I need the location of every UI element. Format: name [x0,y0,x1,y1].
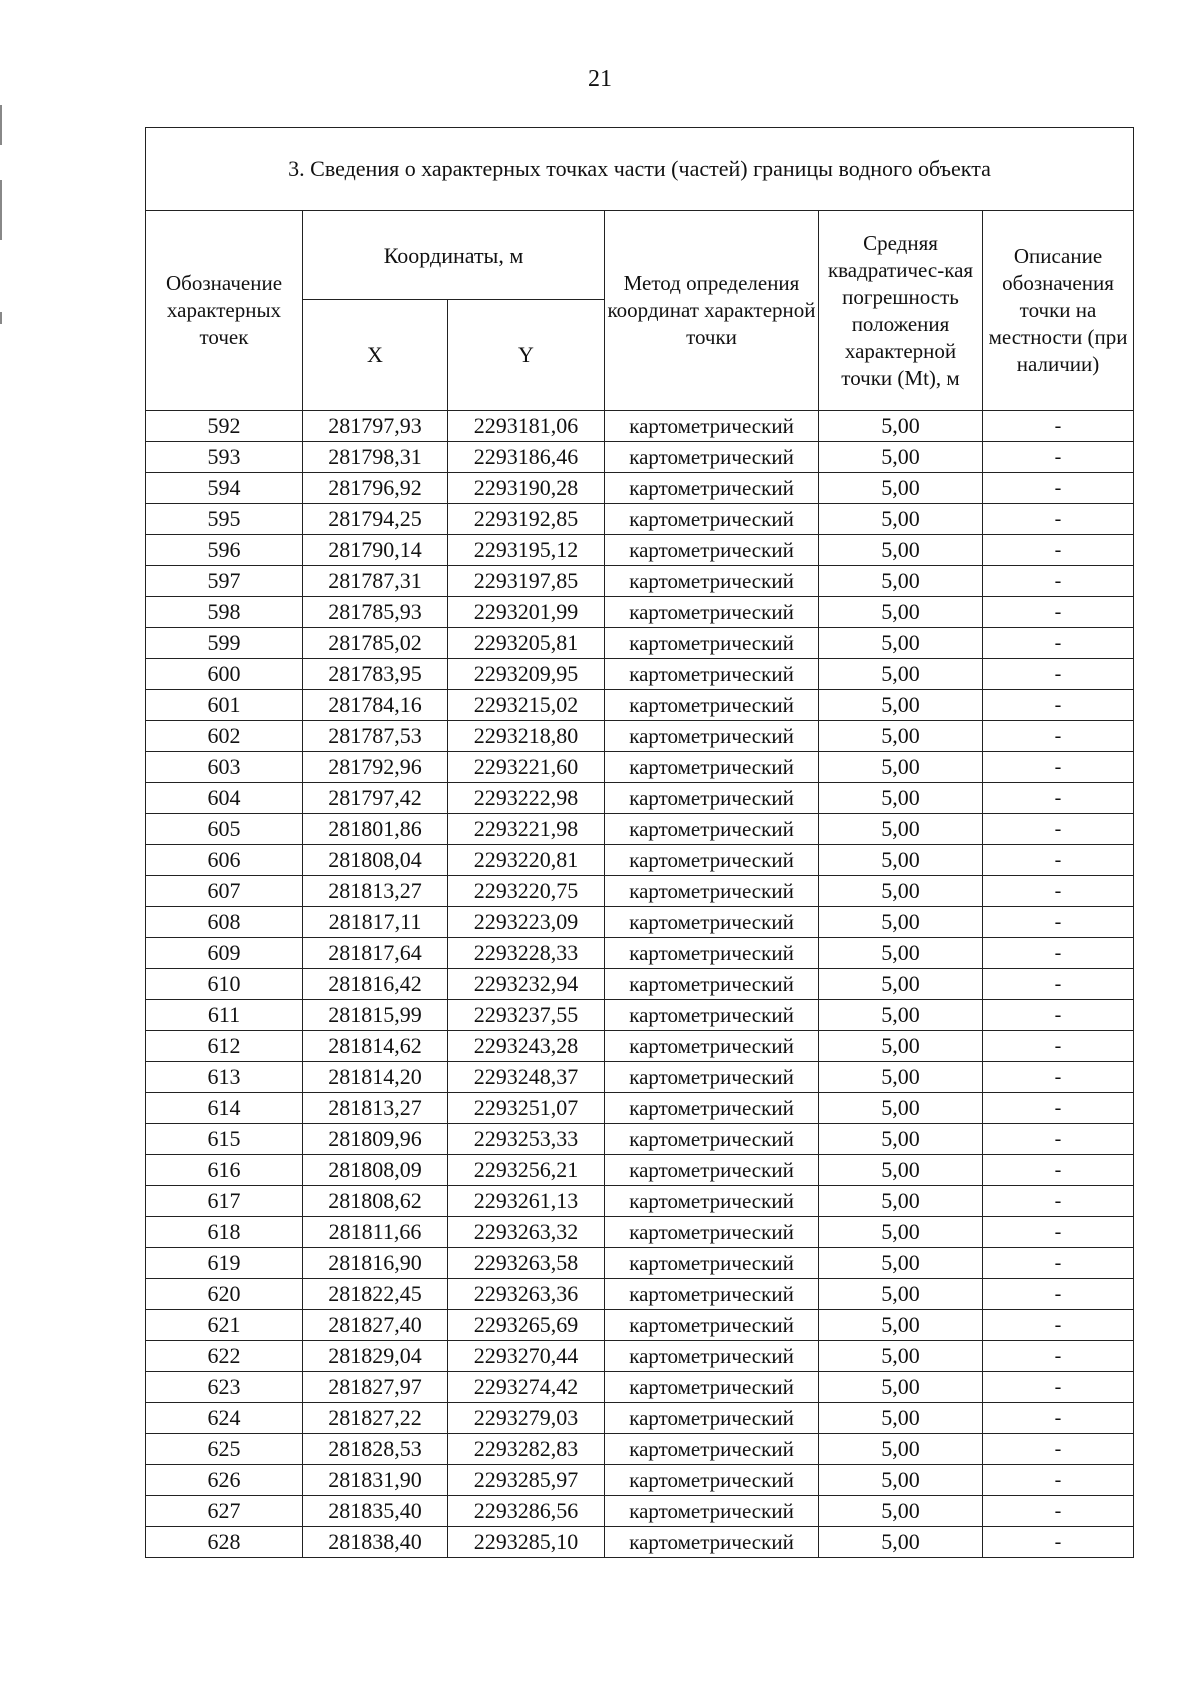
point-id-cell: 628 [146,1527,303,1558]
y-coordinate-cell: 2293220,81 [448,845,605,876]
table-row [146,876,1134,907]
table-row [146,907,1134,938]
y-coordinate-cell: 2293195,12 [448,535,605,566]
y-coordinate-cell: 2293270,44 [448,1341,605,1372]
table-row [146,845,1134,876]
point-id-cell: 608 [146,907,303,938]
description-cell: - [983,1062,1134,1093]
table-row [146,473,1134,504]
y-coordinate-cell: 2293223,09 [448,907,605,938]
x-coordinate-cell: 281808,04 [303,845,448,876]
point-id-cell: 605 [146,814,303,845]
x-coordinate-cell: 281835,40 [303,1496,448,1527]
method-cell: картометрический [605,752,819,783]
x-coordinate-cell: 281792,96 [303,752,448,783]
table-row [146,1093,1134,1124]
method-cell: картометрический [605,907,819,938]
accuracy-cell: 5,00 [819,411,983,442]
accuracy-cell: 5,00 [819,442,983,473]
point-id-cell: 616 [146,1155,303,1186]
description-cell: - [983,1341,1134,1372]
description-cell: - [983,845,1134,876]
table-row [146,1248,1134,1279]
accuracy-cell: 5,00 [819,1279,983,1310]
method-cell: картометрический [605,1093,819,1124]
description-cell: - [983,876,1134,907]
table-row [146,1403,1134,1434]
point-id-cell: 596 [146,535,303,566]
x-coordinate-cell: 281838,40 [303,1527,448,1558]
accuracy-cell: 5,00 [819,814,983,845]
table-row [146,1031,1134,1062]
accuracy-cell: 5,00 [819,1124,983,1155]
accuracy-cell: 5,00 [819,1093,983,1124]
x-coordinate-cell: 281785,02 [303,628,448,659]
method-cell: картометрический [605,938,819,969]
y-coordinate-cell: 2293220,75 [448,876,605,907]
method-cell: картометрический [605,1465,819,1496]
description-cell: - [983,1434,1134,1465]
point-id-cell: 614 [146,1093,303,1124]
y-coordinate-cell: 2293221,60 [448,752,605,783]
accuracy-cell: 5,00 [819,907,983,938]
scan-edge-mark-top [0,105,2,145]
y-coordinate-cell: 2293265,69 [448,1310,605,1341]
x-coordinate-cell: 281817,64 [303,938,448,969]
accuracy-cell: 5,00 [819,1248,983,1279]
point-id-cell: 612 [146,1031,303,1062]
page-number: 21 [588,66,612,92]
y-coordinate-cell: 2293209,95 [448,659,605,690]
accuracy-cell: 5,00 [819,1372,983,1403]
y-coordinate-cell: 2293228,33 [448,938,605,969]
method-cell: картометрический [605,783,819,814]
x-coordinate-cell: 281801,86 [303,814,448,845]
table-row [146,1155,1134,1186]
header-designation: Обозначение характерных точек [146,211,303,411]
method-cell: картометрический [605,814,819,845]
table-row [146,628,1134,659]
method-cell: картометрический [605,876,819,907]
table-row [146,1341,1134,1372]
description-cell: - [983,1031,1134,1062]
method-cell: картометрический [605,1124,819,1155]
x-coordinate-cell: 281787,31 [303,566,448,597]
method-cell: картометрический [605,1403,819,1434]
method-cell: картометрический [605,1248,819,1279]
method-cell: картометрический [605,1434,819,1465]
description-cell: - [983,721,1134,752]
point-id-cell: 592 [146,411,303,442]
method-cell: картометрический [605,1372,819,1403]
point-id-cell: 603 [146,752,303,783]
table-row [146,1310,1134,1341]
accuracy-cell: 5,00 [819,1465,983,1496]
point-id-cell: 613 [146,1062,303,1093]
point-id-cell: 599 [146,628,303,659]
x-coordinate-cell: 281785,93 [303,597,448,628]
x-coordinate-cell: 281798,31 [303,442,448,473]
method-cell: картометрический [605,845,819,876]
accuracy-cell: 5,00 [819,1341,983,1372]
point-id-cell: 602 [146,721,303,752]
description-cell: - [983,1372,1134,1403]
accuracy-cell: 5,00 [819,504,983,535]
method-cell: картометрический [605,690,819,721]
description-cell: - [983,1496,1134,1527]
y-coordinate-cell: 2293221,98 [448,814,605,845]
header-coordinates: Координаты, м [303,211,605,300]
table-row [146,938,1134,969]
point-id-cell: 626 [146,1465,303,1496]
accuracy-cell: 5,00 [819,1434,983,1465]
method-cell: картометрический [605,1186,819,1217]
point-id-cell: 625 [146,1434,303,1465]
accuracy-cell: 5,00 [819,566,983,597]
accuracy-cell: 5,00 [819,1031,983,1062]
x-coordinate-cell: 281827,40 [303,1310,448,1341]
table-row [146,504,1134,535]
x-coordinate-cell: 281822,45 [303,1279,448,1310]
table-row [146,783,1134,814]
point-id-cell: 606 [146,845,303,876]
x-coordinate-cell: 281829,04 [303,1341,448,1372]
point-id-cell: 598 [146,597,303,628]
accuracy-cell: 5,00 [819,1062,983,1093]
accuracy-cell: 5,00 [819,1527,983,1558]
table-row [146,752,1134,783]
method-cell: картометрический [605,1279,819,1310]
accuracy-cell: 5,00 [819,1186,983,1217]
x-coordinate-cell: 281831,90 [303,1465,448,1496]
description-cell: - [983,1527,1134,1558]
y-coordinate-cell: 2293197,85 [448,566,605,597]
header-method: Метод определения координат характерной точки [605,211,819,411]
accuracy-cell: 5,00 [819,1310,983,1341]
header-description: Описание обозначения точки на местности (при наличии) [983,211,1134,411]
table-row [146,1527,1134,1558]
accuracy-cell: 5,00 [819,473,983,504]
table-row [146,1062,1134,1093]
description-cell: - [983,566,1134,597]
y-coordinate-cell: 2293192,85 [448,504,605,535]
scan-edge-mark-low [0,312,2,324]
description-cell: - [983,1186,1134,1217]
method-cell: картометрический [605,1062,819,1093]
y-coordinate-cell: 2293181,06 [448,411,605,442]
description-cell: - [983,1124,1134,1155]
method-cell: картометрический [605,1000,819,1031]
x-coordinate-cell: 281827,97 [303,1372,448,1403]
y-coordinate-cell: 2293251,07 [448,1093,605,1124]
accuracy-cell: 5,00 [819,659,983,690]
point-id-cell: 607 [146,876,303,907]
y-coordinate-cell: 2293285,97 [448,1465,605,1496]
method-cell: картометрический [605,1217,819,1248]
accuracy-cell: 5,00 [819,597,983,628]
x-coordinate-cell: 281809,96 [303,1124,448,1155]
x-coordinate-cell: 281787,53 [303,721,448,752]
table-row [146,566,1134,597]
accuracy-cell: 5,00 [819,969,983,1000]
table-row [146,442,1134,473]
table-row [146,1000,1134,1031]
point-id-cell: 619 [146,1248,303,1279]
point-id-cell: 610 [146,969,303,1000]
description-cell: - [983,907,1134,938]
method-cell: картометрический [605,566,819,597]
accuracy-cell: 5,00 [819,1403,983,1434]
point-id-cell: 622 [146,1341,303,1372]
x-coordinate-cell: 281796,92 [303,473,448,504]
method-cell: картометрический [605,721,819,752]
y-coordinate-cell: 2293282,83 [448,1434,605,1465]
y-coordinate-cell: 2293263,58 [448,1248,605,1279]
description-cell: - [983,752,1134,783]
accuracy-cell: 5,00 [819,876,983,907]
description-cell: - [983,442,1134,473]
description-cell: - [983,1279,1134,1310]
accuracy-cell: 5,00 [819,783,983,814]
x-coordinate-cell: 281813,27 [303,876,448,907]
x-coordinate-cell: 281808,09 [303,1155,448,1186]
y-coordinate-cell: 2293256,21 [448,1155,605,1186]
table-row [146,1124,1134,1155]
method-cell: картометрический [605,473,819,504]
point-id-cell: 624 [146,1403,303,1434]
header-y: Y [448,300,605,411]
accuracy-cell: 5,00 [819,845,983,876]
x-coordinate-cell: 281814,20 [303,1062,448,1093]
point-id-cell: 620 [146,1279,303,1310]
description-cell: - [983,1403,1134,1434]
x-coordinate-cell: 281808,62 [303,1186,448,1217]
y-coordinate-cell: 2293232,94 [448,969,605,1000]
description-cell: - [983,1155,1134,1186]
method-cell: картометрический [605,1496,819,1527]
y-coordinate-cell: 2293222,98 [448,783,605,814]
table-row [146,721,1134,752]
y-coordinate-cell: 2293205,81 [448,628,605,659]
x-coordinate-cell: 281827,22 [303,1403,448,1434]
accuracy-cell: 5,00 [819,1155,983,1186]
method-cell: картометрический [605,1310,819,1341]
description-cell: - [983,814,1134,845]
x-coordinate-cell: 281783,95 [303,659,448,690]
accuracy-cell: 5,00 [819,628,983,659]
description-cell: - [983,1093,1134,1124]
x-coordinate-cell: 281828,53 [303,1434,448,1465]
table-row [146,1434,1134,1465]
description-cell: - [983,1465,1134,1496]
method-cell: картометрический [605,1527,819,1558]
section-title: 3. Сведения о характерных точках части (частей) границы водного объекта [146,128,1134,211]
method-cell: картометрический [605,535,819,566]
point-id-cell: 623 [146,1372,303,1403]
x-coordinate-cell: 281790,14 [303,535,448,566]
accuracy-cell: 5,00 [819,938,983,969]
description-cell: - [983,411,1134,442]
accuracy-cell: 5,00 [819,1496,983,1527]
description-cell: - [983,938,1134,969]
point-id-cell: 595 [146,504,303,535]
header-x: X [303,300,448,411]
accuracy-cell: 5,00 [819,752,983,783]
method-cell: картометрический [605,659,819,690]
x-coordinate-cell: 281816,42 [303,969,448,1000]
x-coordinate-cell: 281813,27 [303,1093,448,1124]
y-coordinate-cell: 2293253,33 [448,1124,605,1155]
method-cell: картометрический [605,969,819,1000]
x-coordinate-cell: 281811,66 [303,1217,448,1248]
y-coordinate-cell: 2293243,28 [448,1031,605,1062]
method-cell: картометрический [605,597,819,628]
table-row [146,1217,1134,1248]
method-cell: картометрический [605,1341,819,1372]
description-cell: - [983,1310,1134,1341]
point-id-cell: 621 [146,1310,303,1341]
y-coordinate-cell: 2293201,99 [448,597,605,628]
x-coordinate-cell: 281794,25 [303,504,448,535]
method-cell: картометрический [605,411,819,442]
point-id-cell: 594 [146,473,303,504]
x-coordinate-cell: 281797,42 [303,783,448,814]
description-cell: - [983,690,1134,721]
table-row [146,969,1134,1000]
method-cell: картометрический [605,504,819,535]
accuracy-cell: 5,00 [819,690,983,721]
method-cell: картометрический [605,628,819,659]
table-row [146,659,1134,690]
table-row [146,1372,1134,1403]
table-row [146,1279,1134,1310]
y-coordinate-cell: 2293261,13 [448,1186,605,1217]
point-id-cell: 600 [146,659,303,690]
y-coordinate-cell: 2293279,03 [448,1403,605,1434]
accuracy-cell: 5,00 [819,721,983,752]
point-id-cell: 627 [146,1496,303,1527]
method-cell: картометрический [605,442,819,473]
table-row [146,1496,1134,1527]
accuracy-cell: 5,00 [819,1217,983,1248]
accuracy-cell: 5,00 [819,535,983,566]
point-id-cell: 611 [146,1000,303,1031]
y-coordinate-cell: 2293237,55 [448,1000,605,1031]
y-coordinate-cell: 2293218,80 [448,721,605,752]
scan-edge-mark-mid [0,180,2,240]
description-cell: - [983,1217,1134,1248]
table-row [146,1465,1134,1496]
x-coordinate-cell: 281784,16 [303,690,448,721]
coordinates-table [145,127,1134,1558]
point-id-cell: 615 [146,1124,303,1155]
header-accuracy: Средняя квадратичес-кая погрешность положения характерной точки (Mt), м [819,211,983,411]
point-id-cell: 597 [146,566,303,597]
point-id-cell: 601 [146,690,303,721]
description-cell: - [983,969,1134,1000]
method-cell: картометрический [605,1031,819,1062]
table-row [146,411,1134,442]
accuracy-cell: 5,00 [819,1000,983,1031]
y-coordinate-cell: 2293248,37 [448,1062,605,1093]
description-cell: - [983,783,1134,814]
description-cell: - [983,659,1134,690]
point-id-cell: 593 [146,442,303,473]
y-coordinate-cell: 2293274,42 [448,1372,605,1403]
table-row [146,814,1134,845]
table-row [146,690,1134,721]
y-coordinate-cell: 2293190,28 [448,473,605,504]
description-cell: - [983,535,1134,566]
y-coordinate-cell: 2293285,10 [448,1527,605,1558]
method-cell: картометрический [605,1155,819,1186]
y-coordinate-cell: 2293186,46 [448,442,605,473]
table-row [146,1186,1134,1217]
point-id-cell: 618 [146,1217,303,1248]
point-id-cell: 604 [146,783,303,814]
x-coordinate-cell: 281797,93 [303,411,448,442]
point-id-cell: 617 [146,1186,303,1217]
table-row [146,597,1134,628]
y-coordinate-cell: 2293263,32 [448,1217,605,1248]
description-cell: - [983,473,1134,504]
x-coordinate-cell: 281814,62 [303,1031,448,1062]
description-cell: - [983,1000,1134,1031]
x-coordinate-cell: 281815,99 [303,1000,448,1031]
y-coordinate-cell: 2293286,56 [448,1496,605,1527]
y-coordinate-cell: 2293263,36 [448,1279,605,1310]
x-coordinate-cell: 281816,90 [303,1248,448,1279]
x-coordinate-cell: 281817,11 [303,907,448,938]
description-cell: - [983,597,1134,628]
description-cell: - [983,628,1134,659]
y-coordinate-cell: 2293215,02 [448,690,605,721]
point-id-cell: 609 [146,938,303,969]
description-cell: - [983,1248,1134,1279]
table-row [146,535,1134,566]
description-cell: - [983,504,1134,535]
